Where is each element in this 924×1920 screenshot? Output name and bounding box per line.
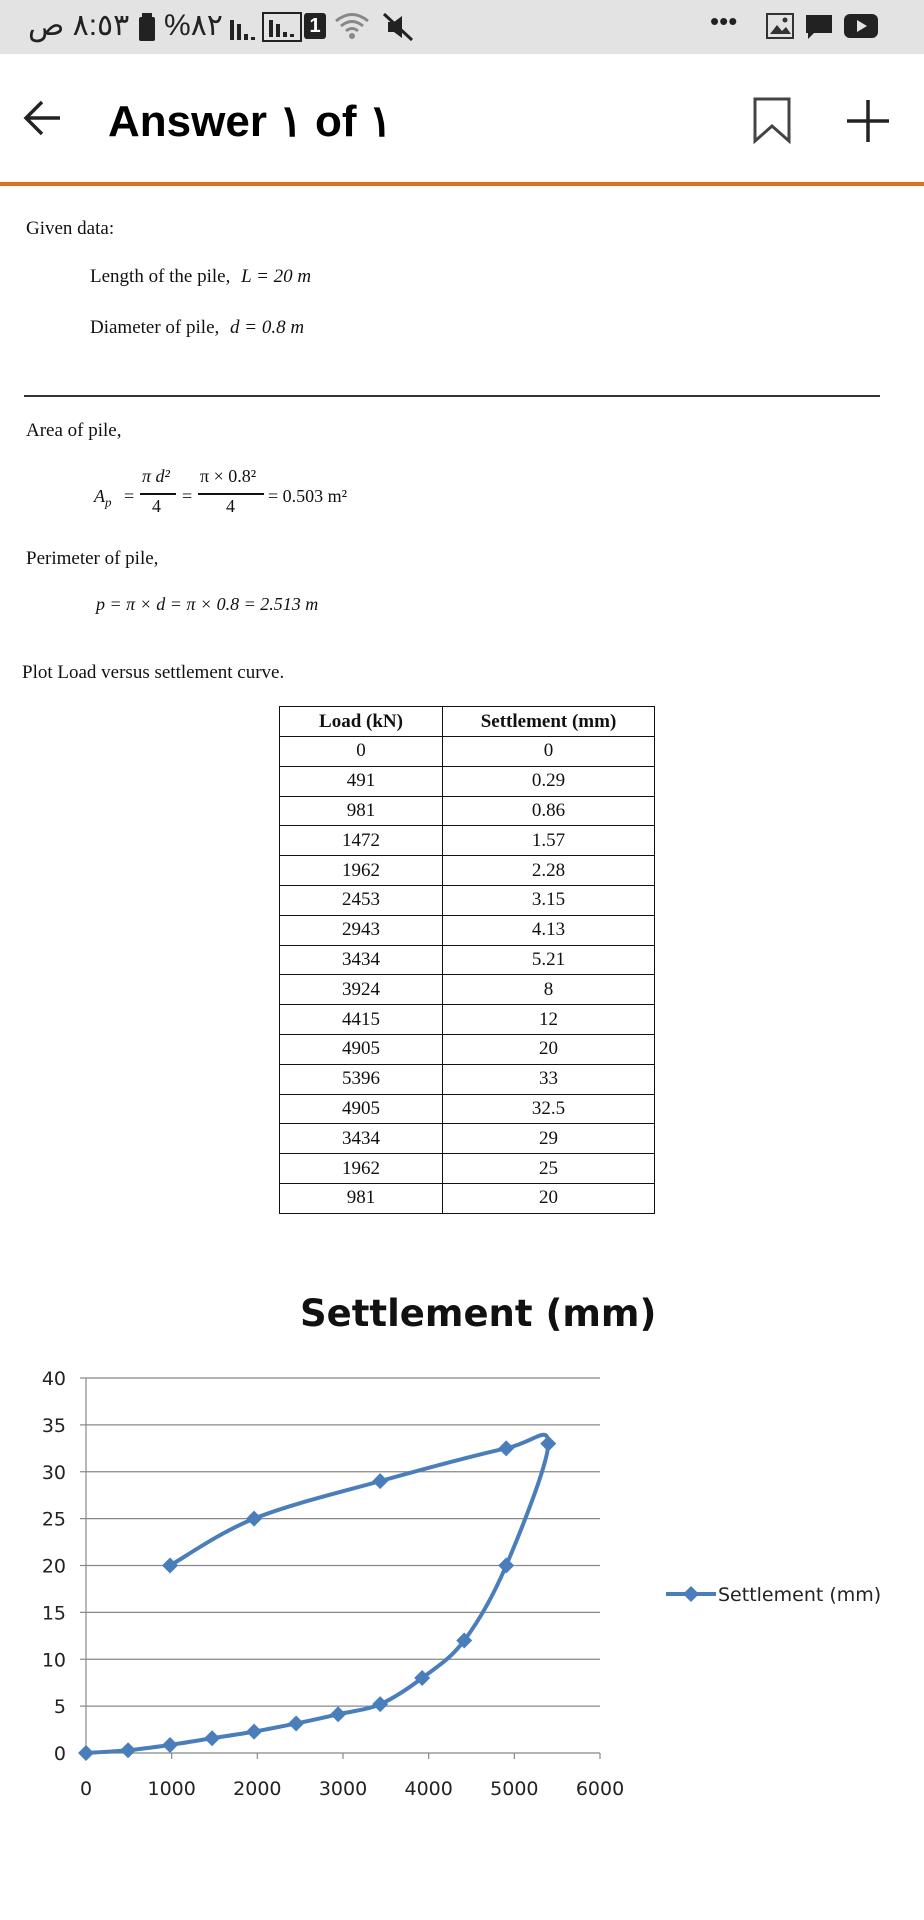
load-cell: 981	[280, 796, 443, 826]
load-cell: 1962	[280, 856, 443, 886]
table-row	[280, 766, 655, 796]
data-point	[540, 1436, 556, 1452]
data-point	[288, 1715, 304, 1731]
plus-icon	[844, 98, 892, 144]
table-row	[280, 1005, 655, 1035]
bookmark-icon	[752, 96, 792, 144]
length-line	[90, 266, 311, 288]
perimeter-formula: p = π × d = π × 0.8 = 2.513 m	[96, 594, 319, 614]
settlement-cell: 32.5	[443, 1094, 655, 1124]
status-bar	[0, 0, 924, 54]
equals-sign-2: =	[182, 486, 193, 506]
area-frac2-bar	[198, 493, 264, 495]
settlement-cell: 2.28	[443, 856, 655, 886]
table-row	[280, 1124, 655, 1154]
table-row	[280, 826, 655, 856]
table-row	[280, 737, 655, 767]
load-cell: 3924	[280, 975, 443, 1005]
load-cell: 5396	[280, 1064, 443, 1094]
table-row	[280, 1094, 655, 1124]
notification-count: 1	[309, 15, 321, 37]
notification-badge	[304, 13, 326, 39]
settlement-cell: 0.86	[443, 796, 655, 826]
x-tick-label: 4000	[404, 1778, 453, 1800]
load-cell: 4415	[280, 1005, 443, 1035]
settlement-cell: 20	[443, 1034, 655, 1064]
legend-label: Settlement (mm)	[718, 1584, 882, 1606]
settlement-cell: 25	[443, 1154, 655, 1184]
settlement-cell: 0.29	[443, 766, 655, 796]
youtube-icon	[844, 14, 878, 43]
load-cell: 491	[280, 766, 443, 796]
area-result: = 0.503 m²	[268, 486, 348, 506]
length-expr: L = 20 m	[241, 266, 312, 287]
settlement-cell: 29	[443, 1124, 655, 1154]
x-tick-label: 6000	[575, 1778, 625, 1800]
given-heading: Given data:	[26, 218, 115, 239]
table-header-row	[280, 707, 655, 737]
table-row	[280, 1183, 655, 1213]
load-cell: 3434	[280, 1124, 443, 1154]
load-settlement-table	[279, 706, 655, 1214]
area-lhs: $A_p$	[94, 486, 112, 510]
table-row	[280, 796, 655, 826]
settlement-cell: 3.15	[443, 885, 655, 915]
chart-title: Settlement (mm)	[300, 1292, 657, 1335]
back-button[interactable]	[20, 95, 66, 141]
gallery-icon	[766, 13, 794, 44]
data-point	[204, 1730, 220, 1746]
message-icon	[804, 13, 834, 46]
load-cell: 0	[280, 737, 443, 767]
data-point	[498, 1558, 514, 1574]
settlement-cell: 1.57	[443, 826, 655, 856]
section-divider	[24, 395, 880, 397]
diameter-line	[90, 317, 304, 339]
battery-level: %٨٢	[164, 9, 223, 42]
signal-icon	[228, 14, 258, 45]
area-frac2-num: π × 0.8²	[200, 466, 257, 486]
table-row	[280, 975, 655, 1005]
data-point	[162, 1737, 178, 1753]
area-heading: Area of pile,	[26, 420, 122, 441]
wifi-icon	[334, 11, 370, 46]
table-row	[280, 1064, 655, 1094]
length-text: Length of the pile,	[90, 266, 231, 287]
load-cell: 2453	[280, 885, 443, 915]
y-tick-label: 15	[41, 1602, 66, 1625]
y-tick-label: 30	[41, 1461, 66, 1484]
table-row	[280, 915, 655, 945]
x-tick-label: 0	[79, 1778, 93, 1800]
signal-sim2-icon	[262, 12, 302, 47]
x-tick-label: 5000	[490, 1778, 539, 1800]
settlement-cell: 5.21	[443, 945, 655, 975]
data-point	[498, 1440, 514, 1456]
settlement-chart	[0, 1350, 924, 1820]
table-row	[280, 856, 655, 886]
bookmark-button[interactable]	[752, 96, 792, 144]
mute-icon	[382, 12, 414, 47]
y-tick-label: 40	[41, 1368, 66, 1390]
header-settlement: Settlement (mm)	[443, 707, 655, 737]
x-tick-label: 3000	[318, 1778, 368, 1800]
diameter-expr: d = 0.8 m	[230, 317, 305, 338]
x-tick-label: 1000	[147, 1778, 196, 1800]
arrow-left-icon	[20, 95, 66, 141]
data-point	[246, 1724, 262, 1740]
table-row	[280, 885, 655, 915]
y-tick-label: 35	[41, 1414, 66, 1437]
area-frac2-den: 4	[226, 496, 235, 516]
data-point	[330, 1706, 346, 1722]
load-cell: 1962	[280, 1154, 443, 1184]
data-point	[372, 1473, 388, 1489]
load-cell: 1472	[280, 826, 443, 856]
area-frac1-bar	[140, 493, 176, 495]
y-tick-label: 25	[41, 1508, 66, 1531]
settlement-cell: 8	[443, 975, 655, 1005]
data-point	[78, 1745, 94, 1761]
status-time: ٨:٥٣ ص	[28, 9, 130, 42]
series-line	[86, 1435, 548, 1753]
settlement-cell: 20	[443, 1183, 655, 1213]
settlement-cell: 0	[443, 737, 655, 767]
y-tick-label: 5	[53, 1696, 66, 1719]
data-point	[372, 1696, 388, 1712]
area-frac1-den: 4	[152, 496, 161, 516]
x-tick-label: 2000	[233, 1778, 282, 1800]
plot-heading: Plot Load versus settlement curve.	[22, 662, 285, 683]
overflow-dots: •••	[710, 6, 738, 36]
y-tick-label: 10	[41, 1649, 66, 1672]
perimeter-heading: Perimeter of pile,	[26, 548, 159, 569]
table-row	[280, 945, 655, 975]
settlement-cell: 4.13	[443, 915, 655, 945]
app-bar-divider	[0, 182, 924, 186]
y-tick-label: 0	[53, 1743, 66, 1765]
load-cell: 4905	[280, 1034, 443, 1064]
battery-icon	[138, 13, 156, 46]
add-button[interactable]	[844, 98, 892, 144]
equals-sign-1: =	[124, 486, 135, 506]
area-frac1-num: π d²	[142, 466, 170, 486]
header-load: Load (kN)	[280, 707, 443, 737]
table-row	[280, 1154, 655, 1184]
diameter-text: Diameter of pile,	[90, 317, 220, 338]
load-cell: 4905	[280, 1094, 443, 1124]
load-cell: 2943	[280, 915, 443, 945]
table-row	[280, 1034, 655, 1064]
data-point	[246, 1511, 262, 1527]
settlement-cell: 33	[443, 1064, 655, 1094]
settlement-cell: 12	[443, 1005, 655, 1035]
data-point	[120, 1742, 136, 1758]
y-tick-label: 20	[41, 1555, 66, 1578]
load-cell: 981	[280, 1183, 443, 1213]
page-title: Answer ١ of ١	[108, 97, 393, 146]
legend-marker	[683, 1586, 699, 1602]
load-cell: 3434	[280, 945, 443, 975]
